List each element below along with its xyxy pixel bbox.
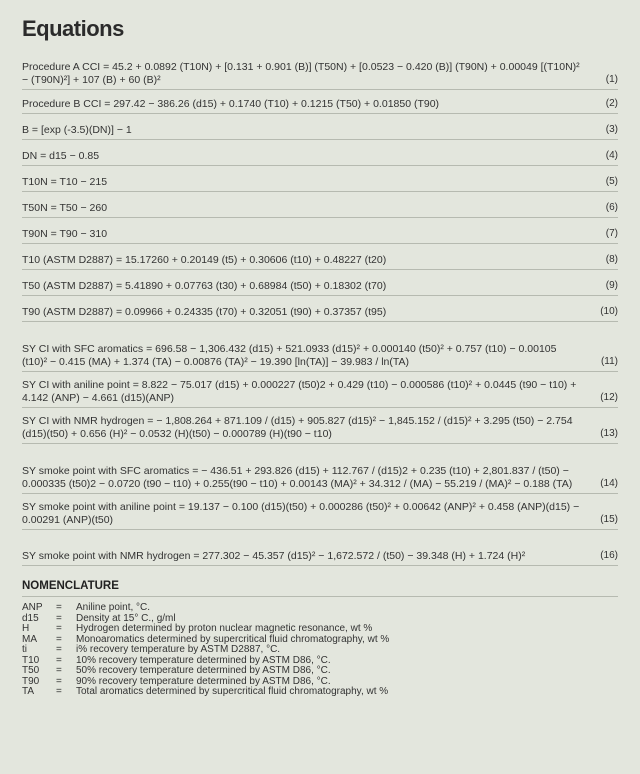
equation-row [22,444,618,494]
equation-number: (1) [605,74,618,85]
equation-text: B = [exp (-3.5)(DN)] − 1 [22,123,132,136]
equation-text: T50N = T50 − 260 [22,201,108,214]
equation-row [22,408,618,444]
nomenclature-symbol: H [22,623,30,634]
nomenclature-item [22,645,618,656]
equation-row [22,270,618,296]
nomenclature-definition: Monoaromatics determined by supercritical fluid chromatography, wt % [76,633,390,645]
equation-number: (16) [600,550,618,561]
equation-text: DN = d15 − 0.85 [22,149,100,162]
nomenclature-list [22,603,618,698]
nomenclature-definition: 90% recovery temperature determined by ASTM D86, °C. [76,675,331,687]
nomenclature-symbol: T50 [22,665,40,676]
nomenclature-definition: Density at 15° C., g/ml [76,612,176,624]
equation-number: (7) [605,228,618,239]
equation-text: SY CI with NMR hydrogen = − 1,808.264 + 871.109 / (d15) + 905.827 (d15)² − 1,845.152 / (d15)² + 3.295 (t50) − 2.754 (d15)(t50) + 0.656 (H)² − 0.0532 (H)(t50) − 0.000789 (H)(t90 − t10) [22,415,573,440]
equation-text: T50 (ASTM D2887) = 5.41890 + 0.07763 (t30) + 0.68984 (t50) + 0.18302 (t70) [22,279,387,292]
equation-text: SY CI with aniline point = 8.822 − 75.017 (d15) + 0.000227 (t50)2 + 0.429 (t10) − 0.000586 (t10)² + 0.0445 (t90 − t10) + 4.142 (ANP) − 4.661 (d15)(ANP) [22,379,577,404]
equation-row [22,494,618,530]
equation-text: T10N = T10 − 215 [22,175,108,188]
equation-number: (4) [605,150,618,161]
equation-row [22,90,618,114]
nomenclature-symbol: TA [22,686,35,697]
nomenclature-definition: i% recovery temperature by ASTM D2887, °C. [76,644,281,655]
equation-row [22,296,618,322]
equation-row [22,322,618,372]
equation-row [22,114,618,140]
nomenclature-equals: = [56,665,62,676]
equation-row [22,166,618,192]
equation-row [22,140,618,166]
equation-row [22,244,618,270]
equation-number: (8) [605,254,618,265]
equation-text: T10 (ASTM D2887) = 15.17260 + 0.20149 (t5) + 0.30606 (t10) + 0.48227 (t20) [22,253,387,266]
nomenclature-symbol: T90 [22,675,40,687]
equation-number: (13) [600,428,618,439]
equation-row [22,372,618,408]
equation-row [22,54,618,90]
nomenclature-item [22,603,618,614]
nomenclature-symbol: d15 [22,612,39,624]
equation-number: (11) [600,356,618,367]
nomenclature-definition: 50% recovery temperature determined by ASTM D86, °C. [76,665,331,676]
equation-text: SY smoke point with SFC aromatics = − 436.51 + 293.826 (d15) + 112.767 / (d15)2 + 0.235 (t10) + 2,801.837 / (t50) − 0.000335 (t50)2 − 0.0720 (t90 − t10) + 0.255(t90 − t10) + 0.00143 (MA)² + 34.312 / (MA) − 55.219 / (MA)² − 0.188 (TA) [22,465,573,490]
nomenclature-equals: = [56,686,62,697]
nomenclature-symbol: MA [22,633,37,645]
nomenclature-item [22,666,618,677]
equation-row [22,530,618,566]
nomenclature-symbol: ANP [22,602,43,613]
nomenclature-equals: = [56,654,62,666]
page-title: Equations [22,16,124,41]
equation-number: (9) [605,280,618,291]
equation-number: (15) [600,514,618,525]
equation-number: (14) [600,478,618,489]
equation-text: SY smoke point with aniline point = 19.137 − 0.100 (d15)(t50) + 0.000286 (t50)² + 0.00642 (ANP)² + 0.458 (ANP)(d15) − 0.00291 (ANP)(t50) [22,501,580,526]
nomenclature-definition: Hydrogen determined by proton nuclear magnetic resonance, wt % [76,623,373,634]
equation-number: (12) [600,392,618,403]
equation-row [22,192,618,218]
nomenclature-definition: Total aromatics determined by supercritical fluid chromatography, wt % [76,686,389,697]
nomenclature-equals: = [56,633,62,645]
equation-number: (2) [605,98,618,109]
nomenclature-symbol: T10 [22,654,40,666]
equation-number: (6) [605,202,618,213]
nomenclature-symbol: ti [22,644,27,655]
nomenclature-item [22,624,618,635]
nomenclature-equals: = [56,602,62,613]
equation-text: Procedure B CCI = 297.42 − 386.26 (d15) + 0.1740 (T10) + 0.1215 (T50) + 0.01850 (T90) [22,97,440,110]
nomenclature-equals: = [56,612,62,624]
nomenclature-title: NOMENCLATURE [22,580,618,597]
equation-number: (10) [600,306,618,317]
equation-text: T90N = T90 − 310 [22,227,108,240]
equation-number: (3) [605,124,618,135]
equation-text: T90 (ASTM D2887) = 0.09966 + 0.24335 (t70) + 0.32051 (t90) + 0.37357 (t95) [22,305,387,318]
equation-text: SY smoke point with NMR hydrogen = 277.302 − 45.357 (d15)² − 1,672.572 / (t50) − 39.348 (H) + 1.724 (H)² [22,549,526,562]
equation-text: Procedure A CCI = 45.2 + 0.0892 (T10N) + [0.131 + 0.901 (B)] (T50N) + [0.0523 − 0.420 (B)] (T90N) + 0.00049 [(T10N)² − (T90N)²] + 107 (B) + 60 (B)² [22,61,580,86]
nomenclature-equals: = [56,644,62,655]
nomenclature-equals: = [56,675,62,687]
equation-list [22,54,618,566]
nomenclature-definition: Aniline point, °C. [76,602,151,613]
nomenclature-definition: 10% recovery temperature determined by ASTM D86, °C. [76,654,331,666]
nomenclature-item [22,687,618,698]
equation-text: SY CI with SFC aromatics = 696.58 − 1,306.432 (d15) + 521.0933 (d15)² + 0.000140 (t50)² + 0.757 (t10) − 0.00105 (t10)² − 0.415 (MA) + 1.374 (TA) − 0.00876 (TA)² − 19.390 [ln(TA)] − 39.983 / ln(TA) [22,343,557,368]
equation-row [22,218,618,244]
equation-number: (5) [605,176,618,187]
nomenclature-equals: = [56,623,62,634]
